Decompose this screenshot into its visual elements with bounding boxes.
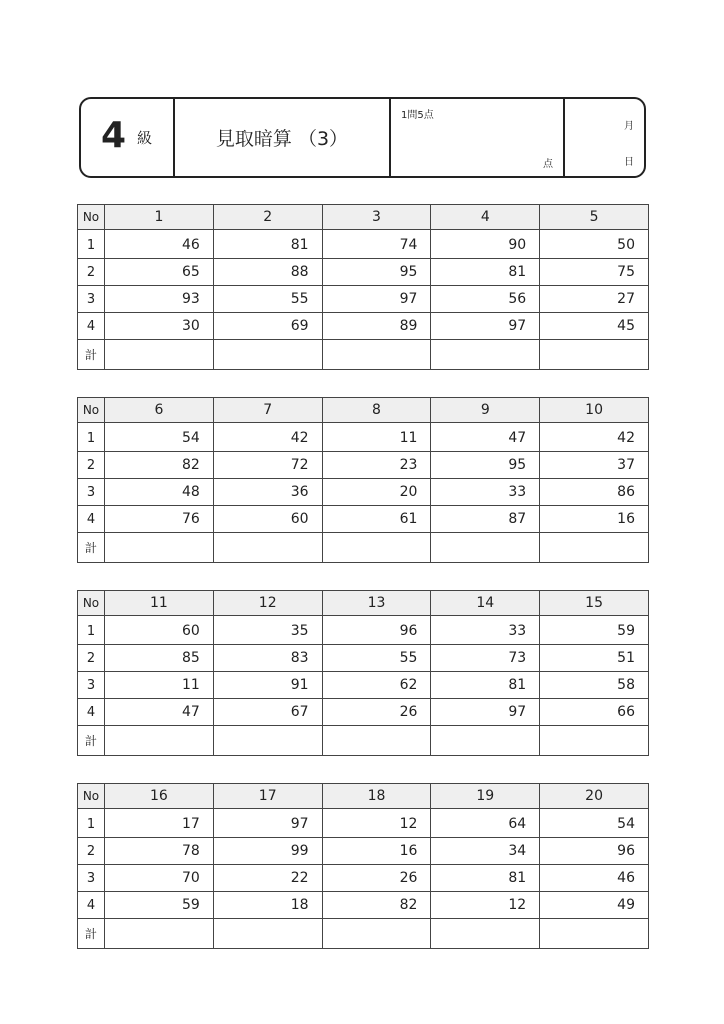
total-label: 計 bbox=[78, 340, 105, 370]
problem-number: 20 bbox=[540, 784, 649, 809]
number-cell: 47 bbox=[105, 699, 214, 726]
answer-cell[interactable] bbox=[431, 340, 540, 370]
total-row bbox=[78, 726, 649, 756]
number-cell: 78 bbox=[105, 838, 214, 865]
table-header-row bbox=[78, 784, 649, 809]
problem-number: 18 bbox=[322, 784, 431, 809]
row-label: 2 bbox=[78, 838, 105, 865]
problem-number: 7 bbox=[213, 398, 322, 423]
number-cell: 91 bbox=[213, 672, 322, 699]
table-header-row bbox=[78, 591, 649, 616]
number-cell: 49 bbox=[540, 892, 649, 919]
number-cell: 99 bbox=[213, 838, 322, 865]
number-cell: 11 bbox=[105, 672, 214, 699]
number-cell: 58 bbox=[540, 672, 649, 699]
number-cell: 60 bbox=[105, 616, 214, 645]
number-cell: 87 bbox=[431, 506, 540, 533]
number-cell: 46 bbox=[105, 230, 214, 259]
total-label: 計 bbox=[78, 533, 105, 563]
number-cell: 61 bbox=[322, 506, 431, 533]
number-cell: 33 bbox=[431, 479, 540, 506]
number-cell: 62 bbox=[322, 672, 431, 699]
row-label: 4 bbox=[78, 892, 105, 919]
answer-cell[interactable] bbox=[105, 726, 214, 756]
number-cell: 74 bbox=[322, 230, 431, 259]
number-cell: 60 bbox=[213, 506, 322, 533]
problem-number: 19 bbox=[431, 784, 540, 809]
problem-table bbox=[77, 783, 649, 949]
problem-number: 14 bbox=[431, 591, 540, 616]
answer-cell[interactable] bbox=[540, 533, 649, 563]
number-cell: 23 bbox=[322, 452, 431, 479]
answer-cell[interactable] bbox=[213, 340, 322, 370]
answer-cell[interactable] bbox=[105, 919, 214, 949]
number-cell: 97 bbox=[431, 313, 540, 340]
row-label: 3 bbox=[78, 286, 105, 313]
number-cell: 97 bbox=[322, 286, 431, 313]
table-row bbox=[78, 865, 649, 892]
total-row bbox=[78, 919, 649, 949]
table-row bbox=[78, 506, 649, 533]
row-header: No bbox=[78, 398, 105, 423]
number-cell: 76 bbox=[105, 506, 214, 533]
number-cell: 90 bbox=[431, 230, 540, 259]
number-cell: 67 bbox=[213, 699, 322, 726]
number-cell: 95 bbox=[322, 259, 431, 286]
problem-number: 12 bbox=[213, 591, 322, 616]
number-cell: 81 bbox=[431, 672, 540, 699]
number-cell: 55 bbox=[213, 286, 322, 313]
grade-suffix: 級 bbox=[137, 129, 153, 147]
score-unit: 点 bbox=[543, 159, 553, 170]
table-row bbox=[78, 286, 649, 313]
row-label: 3 bbox=[78, 865, 105, 892]
table-row bbox=[78, 616, 649, 645]
number-cell: 70 bbox=[105, 865, 214, 892]
number-cell: 93 bbox=[105, 286, 214, 313]
answer-cell[interactable] bbox=[322, 533, 431, 563]
answer-cell[interactable] bbox=[431, 919, 540, 949]
answer-cell[interactable] bbox=[322, 919, 431, 949]
total-label: 計 bbox=[78, 919, 105, 949]
number-cell: 37 bbox=[540, 452, 649, 479]
date-box[interactable] bbox=[565, 99, 644, 176]
number-cell: 65 bbox=[105, 259, 214, 286]
number-cell: 17 bbox=[105, 809, 214, 838]
number-cell: 81 bbox=[213, 230, 322, 259]
number-cell: 85 bbox=[105, 645, 214, 672]
number-cell: 22 bbox=[213, 865, 322, 892]
number-cell: 26 bbox=[322, 699, 431, 726]
number-cell: 11 bbox=[322, 423, 431, 452]
table-row bbox=[78, 672, 649, 699]
row-header: No bbox=[78, 591, 105, 616]
row-label: 3 bbox=[78, 479, 105, 506]
number-cell: 72 bbox=[213, 452, 322, 479]
table-row bbox=[78, 645, 649, 672]
table-row bbox=[78, 838, 649, 865]
number-cell: 88 bbox=[213, 259, 322, 286]
problem-number: 13 bbox=[322, 591, 431, 616]
problem-number: 2 bbox=[213, 205, 322, 230]
number-cell: 59 bbox=[540, 616, 649, 645]
table-row bbox=[78, 259, 649, 286]
problem-number: 16 bbox=[105, 784, 214, 809]
problem-number: 6 bbox=[105, 398, 214, 423]
row-label: 3 bbox=[78, 672, 105, 699]
number-cell: 69 bbox=[213, 313, 322, 340]
answer-cell[interactable] bbox=[322, 726, 431, 756]
number-cell: 82 bbox=[105, 452, 214, 479]
number-cell: 82 bbox=[322, 892, 431, 919]
number-cell: 83 bbox=[213, 645, 322, 672]
table-row bbox=[78, 892, 649, 919]
grade-box bbox=[81, 99, 175, 176]
problem-table bbox=[77, 397, 649, 563]
number-cell: 54 bbox=[105, 423, 214, 452]
number-cell: 35 bbox=[213, 616, 322, 645]
number-cell: 64 bbox=[431, 809, 540, 838]
table-row bbox=[78, 452, 649, 479]
answer-cell[interactable] bbox=[213, 919, 322, 949]
grade-number: 4 bbox=[101, 115, 127, 156]
problem-number: 17 bbox=[213, 784, 322, 809]
number-cell: 56 bbox=[431, 286, 540, 313]
number-cell: 59 bbox=[105, 892, 214, 919]
problem-number: 4 bbox=[431, 205, 540, 230]
number-cell: 55 bbox=[322, 645, 431, 672]
problem-number: 8 bbox=[322, 398, 431, 423]
number-cell: 42 bbox=[213, 423, 322, 452]
number-cell: 66 bbox=[540, 699, 649, 726]
row-label: 1 bbox=[78, 230, 105, 259]
total-row bbox=[78, 533, 649, 563]
number-cell: 97 bbox=[431, 699, 540, 726]
row-label: 2 bbox=[78, 645, 105, 672]
row-label: 2 bbox=[78, 452, 105, 479]
problem-number: 15 bbox=[540, 591, 649, 616]
answer-cell[interactable] bbox=[540, 726, 649, 756]
table-header-row bbox=[78, 205, 649, 230]
number-cell: 12 bbox=[431, 892, 540, 919]
table-row bbox=[78, 809, 649, 838]
number-cell: 96 bbox=[540, 838, 649, 865]
worksheet-header bbox=[79, 97, 646, 178]
number-cell: 45 bbox=[540, 313, 649, 340]
answer-cell[interactable] bbox=[431, 726, 540, 756]
answer-cell[interactable] bbox=[540, 340, 649, 370]
answer-cell[interactable] bbox=[105, 533, 214, 563]
number-cell: 54 bbox=[540, 809, 649, 838]
answer-cell[interactable] bbox=[105, 340, 214, 370]
number-cell: 30 bbox=[105, 313, 214, 340]
problem-number: 10 bbox=[540, 398, 649, 423]
row-header: No bbox=[78, 784, 105, 809]
problem-number: 11 bbox=[105, 591, 214, 616]
number-cell: 50 bbox=[540, 230, 649, 259]
table-row bbox=[78, 699, 649, 726]
number-cell: 16 bbox=[322, 838, 431, 865]
number-cell: 81 bbox=[431, 865, 540, 892]
number-cell: 26 bbox=[322, 865, 431, 892]
number-cell: 51 bbox=[540, 645, 649, 672]
table-row bbox=[78, 313, 649, 340]
answer-cell[interactable] bbox=[213, 533, 322, 563]
number-cell: 96 bbox=[322, 616, 431, 645]
answer-cell[interactable] bbox=[213, 726, 322, 756]
number-cell: 75 bbox=[540, 259, 649, 286]
number-cell: 81 bbox=[431, 259, 540, 286]
row-label: 4 bbox=[78, 313, 105, 340]
number-cell: 73 bbox=[431, 645, 540, 672]
problem-number: 1 bbox=[105, 205, 214, 230]
row-label: 1 bbox=[78, 809, 105, 838]
score-box[interactable] bbox=[391, 99, 565, 176]
total-label: 計 bbox=[78, 726, 105, 756]
row-label: 1 bbox=[78, 616, 105, 645]
number-cell: 95 bbox=[431, 452, 540, 479]
row-label: 4 bbox=[78, 699, 105, 726]
problem-number: 3 bbox=[322, 205, 431, 230]
score-note: 1問5点 bbox=[401, 110, 434, 121]
table-row bbox=[78, 230, 649, 259]
problem-number: 9 bbox=[431, 398, 540, 423]
number-cell: 48 bbox=[105, 479, 214, 506]
month-label: 月 bbox=[624, 121, 634, 132]
number-cell: 12 bbox=[322, 809, 431, 838]
answer-cell[interactable] bbox=[540, 919, 649, 949]
number-cell: 47 bbox=[431, 423, 540, 452]
table-row bbox=[78, 423, 649, 452]
number-cell: 34 bbox=[431, 838, 540, 865]
number-cell: 97 bbox=[213, 809, 322, 838]
problem-number: 5 bbox=[540, 205, 649, 230]
row-label: 1 bbox=[78, 423, 105, 452]
worksheet-title: 見取暗算 （3） bbox=[175, 99, 391, 176]
row-header: No bbox=[78, 205, 105, 230]
day-label: 日 bbox=[624, 157, 634, 168]
number-cell: 27 bbox=[540, 286, 649, 313]
number-cell: 33 bbox=[431, 616, 540, 645]
number-cell: 20 bbox=[322, 479, 431, 506]
table-header-row bbox=[78, 398, 649, 423]
number-cell: 16 bbox=[540, 506, 649, 533]
number-cell: 46 bbox=[540, 865, 649, 892]
number-cell: 18 bbox=[213, 892, 322, 919]
answer-cell[interactable] bbox=[431, 533, 540, 563]
problem-table bbox=[77, 590, 649, 756]
problem-table bbox=[77, 204, 649, 370]
number-cell: 42 bbox=[540, 423, 649, 452]
number-cell: 86 bbox=[540, 479, 649, 506]
table-row bbox=[78, 479, 649, 506]
number-cell: 36 bbox=[213, 479, 322, 506]
number-cell: 89 bbox=[322, 313, 431, 340]
total-row bbox=[78, 340, 649, 370]
row-label: 2 bbox=[78, 259, 105, 286]
answer-cell[interactable] bbox=[322, 340, 431, 370]
row-label: 4 bbox=[78, 506, 105, 533]
